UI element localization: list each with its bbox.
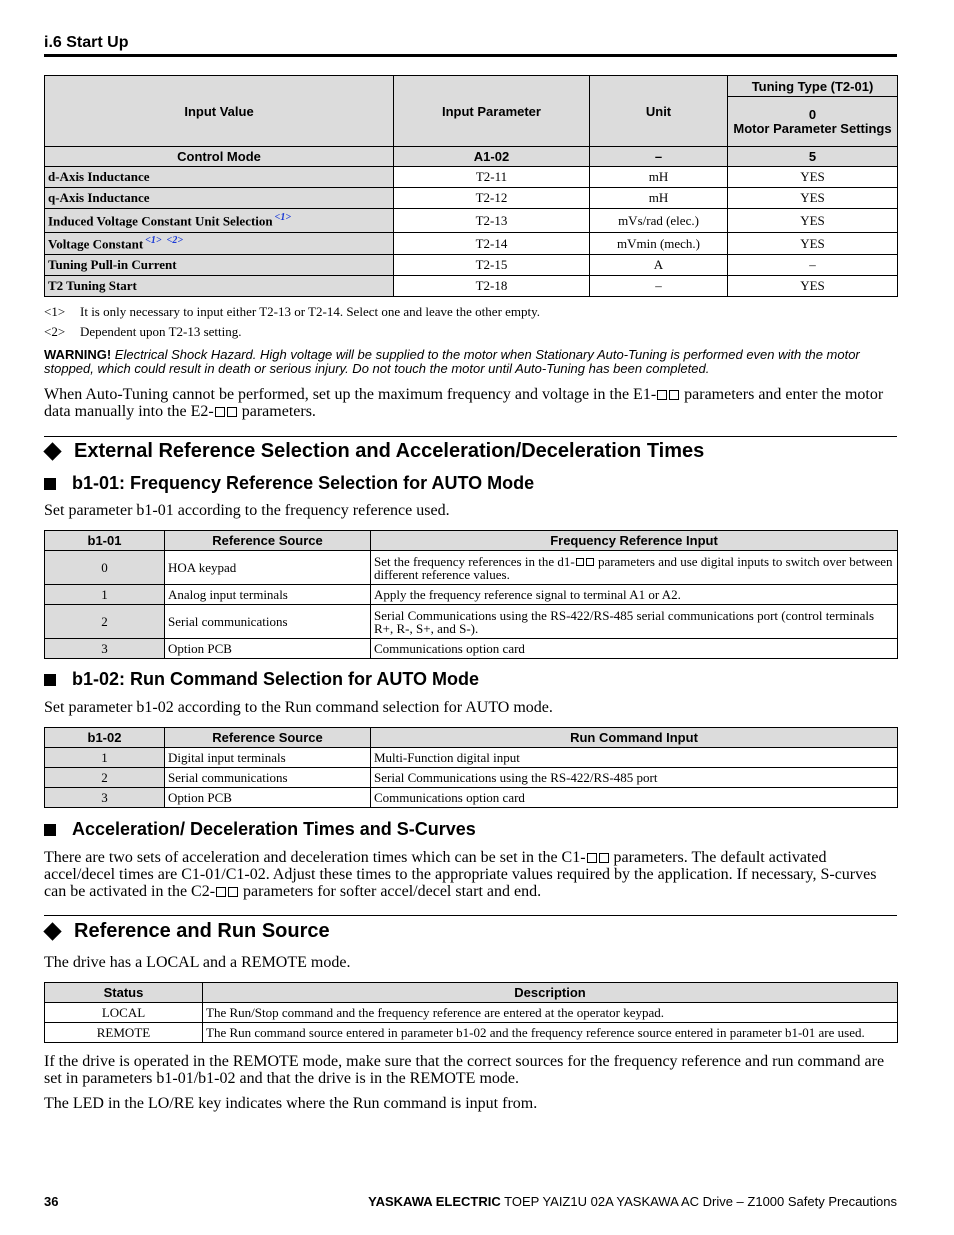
- row-value: YES: [728, 167, 898, 188]
- page-header-title: i.6 Start Up: [44, 34, 129, 51]
- row-unit: mVs/rad (elec.): [590, 209, 728, 233]
- tuning-parameter-table: [44, 75, 898, 297]
- remote-mode-paragraph: If the drive is operated in the REMOTE mode, make sure that the correct sources for the frequency reference and run command are set in parameters b1-01/b1-02 and that the drive is in the REMOTE mode.: [44, 1053, 885, 1087]
- placeholder-box-icon: [587, 853, 597, 863]
- row-label: [45, 276, 394, 297]
- square-bullet-icon: [44, 478, 56, 490]
- placeholder-box-icon: [669, 390, 679, 400]
- tuning-type-value: 0: [808, 106, 817, 122]
- row-param: T2-15: [394, 255, 590, 276]
- col-reference-source: Reference Source: [165, 531, 371, 551]
- table-row: [45, 585, 898, 605]
- tuning-type-desc: Motor Parameter Settings: [733, 120, 892, 136]
- reference-intro: The drive has a LOCAL and a REMOTE mode.: [44, 954, 351, 971]
- row-label: [45, 188, 394, 209]
- cell-input: Serial Communications using the RS-422/RS-485 port: [371, 768, 898, 788]
- col-input-value: Input Value: [45, 76, 394, 147]
- cell-value: 1: [45, 585, 165, 605]
- col-tuning-motor-settings: [728, 97, 898, 147]
- col-unit: Unit: [590, 76, 728, 147]
- cell-source: Option PCB: [165, 788, 371, 808]
- b1-02-intro: Set parameter b1-02 according to the Run command selection for AUTO mode.: [44, 699, 553, 716]
- para-text: parameters.: [237, 403, 316, 420]
- row-param: T2-14: [394, 233, 590, 255]
- para-text: There are two sets of acceleration and deceleration times which can be set in the C1-: [44, 849, 586, 866]
- cell-source: Option PCB: [165, 639, 371, 659]
- table-row: [45, 209, 898, 233]
- footnote-text: It is only necessary to input either T2-13 or T2-14. Select one and leave the other empty.: [80, 304, 541, 319]
- cell-source: HOA keypad: [165, 551, 371, 585]
- status-table: [44, 982, 898, 1043]
- para-text: parameters and enter the motor data manually into the E2-: [44, 386, 884, 420]
- cell-value: 2: [45, 768, 165, 788]
- table-row: [45, 188, 898, 209]
- placeholder-box-icon: [586, 558, 594, 566]
- cell-input: Communications option card: [371, 639, 898, 659]
- cell-description: The Run/Stop command and the frequency reference are entered at the operator keypad.: [203, 1003, 898, 1023]
- cell-value: 3: [45, 639, 165, 659]
- footnote-2: [44, 324, 242, 340]
- table-row: [45, 748, 898, 768]
- auto-tuning-paragraph: [44, 386, 897, 420]
- cell-input: Apply the frequency reference signal to terminal A1 or A2.: [371, 585, 898, 605]
- led-paragraph: The LED in the LO/RE key indicates where the Run command is input from.: [44, 1095, 538, 1112]
- placeholder-box-icon: [228, 887, 238, 897]
- col-status: Status: [45, 983, 203, 1003]
- subheading-b1-01: [44, 473, 534, 494]
- row-unit: –: [590, 276, 728, 297]
- b1-02-table: [44, 727, 898, 808]
- control-mode-value: 5: [728, 147, 898, 167]
- col-b1-01: b1-01: [45, 531, 165, 551]
- para-text: parameters for softer accel/decel start and end.: [239, 883, 542, 900]
- section-title: Reference and Run Source: [74, 920, 330, 942]
- section-rule: [44, 436, 897, 437]
- col-frequency-reference-input: Frequency Reference Input: [371, 531, 898, 551]
- row-unit: A: [590, 255, 728, 276]
- col-reference-source: Reference Source: [165, 728, 371, 748]
- cell-value: 3: [45, 788, 165, 808]
- section-rule: [44, 915, 897, 916]
- col-b1-02: b1-02: [45, 728, 165, 748]
- row-name: d-Axis Inductance: [48, 169, 150, 184]
- row-value: –: [728, 255, 898, 276]
- row-param: T2-13: [394, 209, 590, 233]
- placeholder-box-icon: [215, 407, 225, 417]
- control-mode-label: Control Mode: [45, 147, 394, 167]
- table-row: [45, 768, 898, 788]
- row-label: [45, 167, 394, 188]
- subheading-accel-decel: [44, 819, 476, 840]
- row-label: [45, 255, 394, 276]
- footnote-marker: <2>: [44, 324, 66, 339]
- cell-status: REMOTE: [45, 1023, 203, 1043]
- cell-input: [371, 551, 898, 585]
- footnote-1: [44, 304, 540, 320]
- row-name: q-Axis Inductance: [48, 190, 150, 205]
- page-number: 36: [44, 1194, 59, 1209]
- cell-text: Set the frequency references in the d1-: [374, 553, 575, 569]
- footnote-ref-link[interactable]: <1> <2>: [145, 234, 184, 246]
- para-text: parameters. The default activated accel/decel times are C1-01/C1-02. Adjust these times to the appropriate values required by the application. If necessary, S-curves can be activated in the C2-: [44, 849, 877, 900]
- row-unit: mH: [590, 167, 728, 188]
- subheading-title: Acceleration/ Deceleration Times and S-Curves: [72, 819, 476, 839]
- section-heading-external-reference: [44, 440, 704, 463]
- table-row: [45, 605, 898, 639]
- footnote-text: Dependent upon T2-13 setting.: [80, 324, 242, 339]
- subheading-title: b1-02: Run Command Selection for AUTO Mode: [72, 669, 480, 689]
- header-rule: [44, 54, 897, 57]
- cell-source: Serial communications: [165, 605, 371, 639]
- row-label: [45, 209, 394, 233]
- warning-label: WARNING!: [44, 347, 112, 362]
- table-row: [45, 639, 898, 659]
- col-run-command-input: Run Command Input: [371, 728, 898, 748]
- row-param: T2-12: [394, 188, 590, 209]
- footer-doc: TOEP YAIZ1U 02A YASKAWA AC Drive – Z1000 Safety Precautions: [500, 1194, 897, 1209]
- control-mode-unit: –: [590, 147, 728, 167]
- square-bullet-icon: [44, 674, 56, 686]
- row-name: Tuning Pull-in Current: [48, 257, 177, 272]
- row-param: T2-18: [394, 276, 590, 297]
- placeholder-box-icon: [657, 390, 667, 400]
- b1-01-intro: Set parameter b1-01 according to the frequency reference used.: [44, 502, 450, 519]
- row-value: YES: [728, 233, 898, 255]
- cell-source: Serial communications: [165, 768, 371, 788]
- cell-description: The Run command source entered in parameter b1-02 and the frequency reference source entered in parameter b1-01 are used.: [203, 1023, 898, 1043]
- cell-status: LOCAL: [45, 1003, 203, 1023]
- table-row: [45, 167, 898, 188]
- diamond-bullet-icon: [43, 922, 61, 940]
- cell-source: Analog input terminals: [165, 585, 371, 605]
- subheading-b1-02: [44, 669, 479, 690]
- table-row: [45, 1003, 898, 1023]
- footnote-ref-link[interactable]: <1>: [274, 211, 292, 223]
- b1-01-table: [44, 530, 898, 659]
- col-description: Description: [203, 983, 898, 1003]
- table-row: [45, 551, 898, 585]
- cell-input: Serial Communications using the RS-422/RS-485 serial communications port (control terminals R+, R-, S+, and S-).: [371, 605, 898, 639]
- placeholder-box-icon: [216, 887, 226, 897]
- cell-input: Multi-Function digital input: [371, 748, 898, 768]
- square-bullet-icon: [44, 824, 56, 836]
- table-row: [45, 788, 898, 808]
- warning-notice: [44, 348, 897, 376]
- control-mode-param: A1-02: [394, 147, 590, 167]
- table-row: [45, 255, 898, 276]
- footer-doc-info: [368, 1194, 897, 1209]
- row-name: Voltage Constant: [48, 236, 144, 252]
- cell-text: parameters and use digital inputs to switch over between different reference values.: [374, 553, 893, 582]
- table-row: [45, 276, 898, 297]
- cell-value: 2: [45, 605, 165, 639]
- col-tuning-type: Tuning Type (T2-01): [728, 76, 898, 97]
- row-unit: mVmin (mech.): [590, 233, 728, 255]
- placeholder-box-icon: [599, 853, 609, 863]
- warning-text: Electrical Shock Hazard. High voltage will be supplied to the motor when Stationary Auto-Tuning is performed even with the motor stopped, which could result in death or serious injury. Do not touch the motor until Auto-Tuning has been completed.: [44, 347, 860, 376]
- table-row: [45, 1023, 898, 1043]
- diamond-bullet-icon: [43, 442, 61, 460]
- footnote-marker: <1>: [44, 304, 66, 319]
- row-name: T2 Tuning Start: [48, 278, 137, 293]
- row-label: [45, 233, 394, 255]
- subheading-title: b1-01: Frequency Reference Selection for AUTO Mode: [72, 473, 535, 493]
- row-value: YES: [728, 276, 898, 297]
- row-value: YES: [728, 188, 898, 209]
- control-mode-row: [45, 147, 898, 167]
- row-name: Induced Voltage Constant Unit Selection: [48, 213, 273, 229]
- placeholder-box-icon: [576, 558, 584, 566]
- row-unit: mH: [590, 188, 728, 209]
- placeholder-box-icon: [227, 407, 237, 417]
- cell-value: 1: [45, 748, 165, 768]
- row-param: T2-11: [394, 167, 590, 188]
- table-row: [45, 233, 898, 255]
- footer-brand: YASKAWA ELECTRIC: [368, 1194, 501, 1209]
- section-title: External Reference Selection and Acceleration/Deceleration Times: [74, 440, 705, 462]
- col-input-parameter: Input Parameter: [394, 76, 590, 147]
- accel-decel-paragraph: [44, 849, 897, 900]
- cell-source: Digital input terminals: [165, 748, 371, 768]
- cell-input: Communications option card: [371, 788, 898, 808]
- para-text: When Auto-Tuning cannot be performed, set up the maximum frequency and voltage in the E1-: [44, 386, 657, 403]
- section-heading-reference-run-source: [44, 920, 330, 943]
- row-value: YES: [728, 209, 898, 233]
- cell-value: 0: [45, 551, 165, 585]
